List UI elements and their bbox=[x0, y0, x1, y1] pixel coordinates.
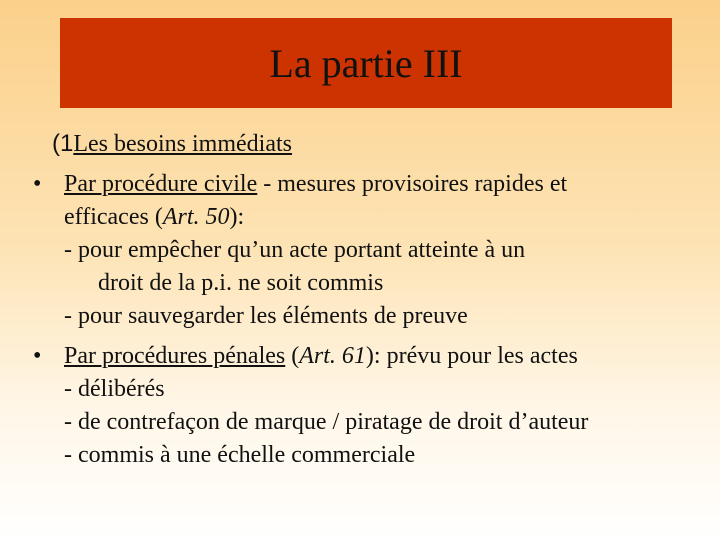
bullet-civil-line2 bbox=[64, 203, 244, 231]
bullet-civil-line4: droit de la p.i. ne soit commis bbox=[98, 270, 384, 296]
bullet-penal-line3: - de contrefaçon de marque / piratage de droit d’auteur bbox=[64, 409, 589, 435]
bullet-penal-post-art: ): prévu pour les actes bbox=[365, 343, 578, 369]
bullet-civil-line2-pre: efficaces ( bbox=[64, 204, 163, 230]
section-label: Les besoins immédiats bbox=[73, 131, 292, 157]
slide-title: La partie III bbox=[269, 40, 463, 86]
bullet-civil-line2-post: ): bbox=[229, 204, 245, 230]
article-61-ref: Art. 61 bbox=[299, 343, 366, 369]
bullet-marker: • bbox=[33, 343, 42, 369]
bullet-penal-line1 bbox=[64, 342, 578, 370]
bullet-penal-pre-art: ( bbox=[285, 343, 300, 369]
bullet-civil-lead: Par procédure civile bbox=[64, 171, 258, 197]
section-heading bbox=[52, 130, 292, 158]
bullet-penal-lead: Par procédures pénales bbox=[64, 343, 286, 369]
article-50-ref: Art. 50 bbox=[162, 204, 230, 230]
bullet-civil-line3: - pour empêcher qu’un acte portant atteinte à un bbox=[64, 237, 526, 263]
bullet-penal-line2: - délibérés bbox=[64, 376, 165, 402]
bullet-civil-line1 bbox=[64, 170, 567, 198]
bullet-penal-line4: - commis à une échelle commerciale bbox=[64, 442, 416, 468]
section-prefix: (1 bbox=[52, 130, 74, 157]
bullet-civil-line5: - pour sauvegarder les éléments de preuve bbox=[64, 303, 468, 329]
bullet-civil-rest: - mesures provisoires rapides et bbox=[257, 171, 568, 197]
bullet-marker: • bbox=[33, 171, 42, 197]
